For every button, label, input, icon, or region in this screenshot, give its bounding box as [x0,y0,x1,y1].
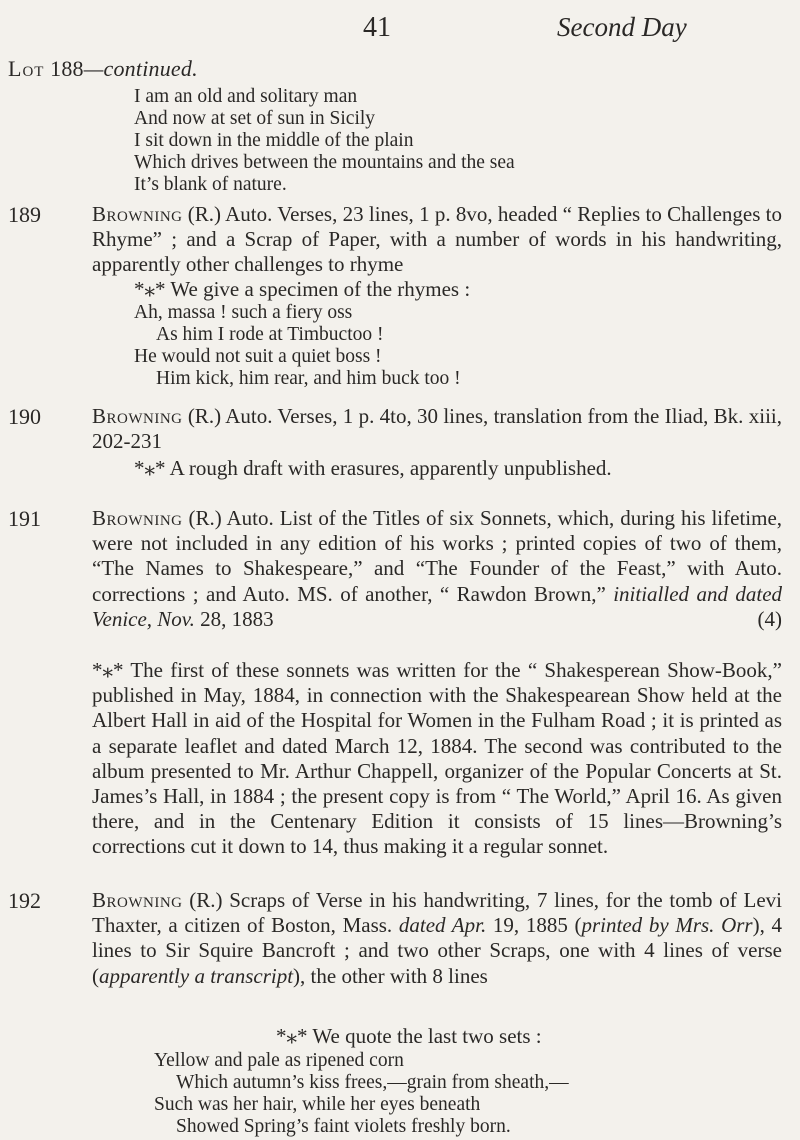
verse-line: Which drives between the mountains and the sea [134,152,515,173]
item-count: (4) [757,606,782,631]
lot-number-189: 189 [8,202,41,227]
author: Browning [92,888,183,912]
verse-line: I am an old and solitary man [134,86,358,107]
lot-189-note: *⁎* We give a specimen of the rhymes : [134,277,471,301]
verse-line: It’s blank of nature. [134,174,287,195]
description-italic: printed by Mrs. Orr [581,913,753,938]
verse-189 [134,302,461,390]
lot-190-note: *⁎* A rough draft with erasures, apparently unpublished. [134,456,612,480]
lot-189-description [92,202,782,278]
description-text: (R.) Auto. Verses, 1 p. 4to, 30 lines, translation from the Iliad, Bk. xiii, 202-231 [92,404,782,454]
lot-191-description [92,506,782,632]
verse-line: He would not suit a quiet boss ! [134,346,382,367]
description-text: ), 4 lines to Sir Squire Bancroft ; and two other Scraps, one with 4 lines of verse ( [92,913,783,988]
verse-line: Such was her hair, while her eyes beneath [154,1094,481,1115]
lot-heading [8,56,198,82]
lot-heading-number: 188 [50,56,84,81]
note-text: *⁎* The first of these sonnets was written for the “ Shakesperean Show-Book,” published in May, 1884, in connection with the Shakespearean Show held at the Albert Hall in aid of the Hospital for Women in the Fulham Road ; it is printed as a separate leaflet and dated March 12, 1884. The second was contributed to the album presented to Mr. Arthur Chappell, organizer of the Popular Concerts at St. James’s Hall, in 1884 ; the present copy is from “ The World,” April 16. As given there, and in the Centenary Edition it consists of 15 lines—Browning’s corrections cut it down to 14, thus making it a regular sonnet. [92,658,782,859]
verse-line: Him kick, him rear, and him buck too ! [156,368,461,389]
verse-line: And now at set of sun in Sicily [134,108,376,129]
verse-line: I sit down in the middle of the plain [134,130,414,151]
author: Browning [92,404,183,428]
verse-line: Ah, massa ! such a fiery oss [134,302,353,323]
description-text: (R.) Auto. List of the Titles of six Sonnets, which, during his lifetime, were not included in any edition of his works ; printed copies of two of them, “The Names to Shakespeare,” and “The Founder of the Feast,” with Auto. corrections ; and Auto. MS. of another, “ Rawdon Brown,” [92,506,783,606]
description-italic: initialled and dated Venice, Nov. [92,581,783,631]
description-text: (R.) Auto. Verses, 23 lines, 1 p. 8vo, headed “ Replies to Challenges to Rhyme” ; and a Scrap of Paper, with a number of words in his handwriting, apparently other challenges to rhyme [92,202,783,277]
lot-label: Lot [8,56,45,81]
lot-heading-suffix: —continued. [83,56,198,81]
verse-192-a [154,1050,569,1138]
lot-number-191: 191 [8,506,41,531]
author: Browning [92,506,183,530]
description-italic: apparently a transcript [99,963,294,988]
description-date: 28, 1883 [200,606,274,631]
verse-line: Yellow and pale as ripened corn [154,1050,404,1071]
description-italic: dated Apr. [398,913,487,938]
verse-line: Which autumn’s kiss frees,—grain from sheath,— [176,1072,569,1093]
lot-number-192: 192 [8,888,41,913]
lot-192-description [92,888,782,989]
verse-188 [134,86,515,196]
lot-191-note [92,658,782,860]
description-text: ), the other with 8 lines [293,963,488,988]
page-number: 41 [363,12,391,43]
description-text: (R.) Scraps of Verse in his handwriting, 7 lines, for the tomb of Levi Thaxter, a citizen of Boston, Mass. [92,888,782,938]
verse-line: Showed Spring’s faint violets freshly born. [176,1116,511,1137]
description-text: 19, 1885 ( [492,913,582,938]
running-head: Second Day [557,12,687,42]
verse-line: As him I rode at Timbuctoo ! [156,324,384,345]
lot-number-190: 190 [8,404,41,429]
author: Browning [92,202,183,226]
lot-192-note: *⁎* We quote the last two sets : [276,1024,542,1048]
lot-190-description [92,404,782,454]
